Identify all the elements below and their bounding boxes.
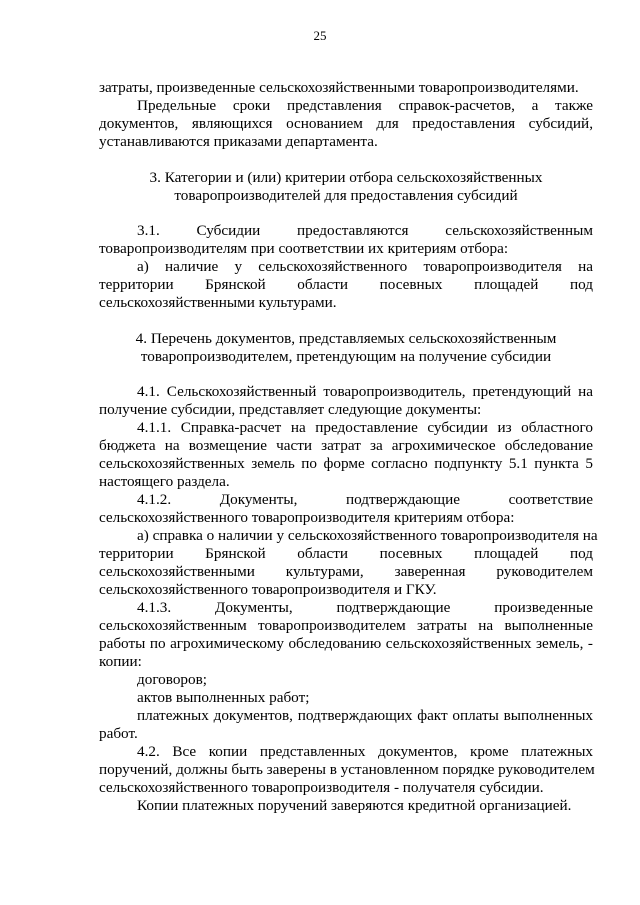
text-line: территории Брянской области посевных площадей под [99,545,593,562]
section-heading: товаропроизводителей для предоставления субсидий [174,187,518,204]
text-line: бюджета на возмещение части затрат за агрохимическое обследование [99,437,593,454]
text-line: товаропроизводителям при соответствии их критериям отбора: [99,240,509,257]
text-line: документов, являющихся основанием для предоставления субсидий, [99,115,593,132]
text-line: устанавливаются приказами департамента. [99,133,378,150]
text-line: 4.2. Все копии представленных документов, кроме платежных [137,743,593,760]
section-heading: 3. Категории и (или) критерии отбора сельскохозяйственных [149,169,543,186]
text-line: сельскохозяйственного товаропроизводителя - получателя субсидии. [99,779,544,796]
section-heading: товаропроизводителем, претендующим на получение субсидии [140,348,552,365]
text-line: а) справка о наличии у сельскохозяйственного товаропроизводителя на [137,527,598,544]
text-line: сельскохозяйственными культурами. [99,294,337,311]
text-line: поручений, должны быть заверены в установленном порядке руководителем [99,761,595,778]
text-line: 4.1.3. Документы, подтверждающие произведенные [137,599,593,616]
text-line: сельскохозяйственным товаропроизводителем затраты на выполненные [99,617,593,634]
text-line: территории Брянской области посевных площадей под [99,276,593,293]
text-line: затраты, произведенные сельскохозяйственными товаропроизводителями. [99,79,579,96]
text-line: платежных документов, подтверждающих факт оплаты выполненных [137,707,593,724]
text-line: 3.1. Субсидии предоставляются сельскохозяйственным [137,222,593,239]
text-line: 4.1. Сельскохозяйственный товаропроизводитель, претендующий на [137,383,593,400]
text-line: сельскохозяйственного товаропроизводителя и ГКУ. [99,581,437,598]
text-line: копии: [99,653,142,670]
page-number: 25 [313,28,327,43]
text-line: получение субсидии, представляет следующие документы: [99,401,482,418]
text-line: сельскохозяйственного товаропроизводителя критериям отбора: [99,509,515,526]
text-line: актов выполненных работ; [137,689,310,706]
text-line: работ. [99,725,138,742]
text-line: Предельные сроки представления справок-расчетов, а также [137,97,593,114]
text-line: настоящего раздела. [99,473,230,490]
text-line: сельскохозяйственными культурами, заверенная руководителем [99,563,593,580]
text-line: 4.1.1. Справка-расчет на предоставление субсидии из областного [137,419,593,436]
text-line: Копии платежных поручений заверяются кредитной организацией. [137,797,572,814]
text-line: сельскохозяйственных земель по форме согласно подпункту 5.1 пункта 5 [99,455,593,472]
section-heading: 4. Перечень документов, представляемых сельскохозяйственным [135,330,557,347]
text-line: договоров; [137,671,208,688]
text-line: 4.1.2. Документы, подтверждающие соответствие [137,491,593,508]
text-line: а) наличие у сельскохозяйственного товаропроизводителя на [137,258,593,275]
text-line: работы по агрохимическому обследованию сельскохозяйственных земель, - [99,635,593,652]
